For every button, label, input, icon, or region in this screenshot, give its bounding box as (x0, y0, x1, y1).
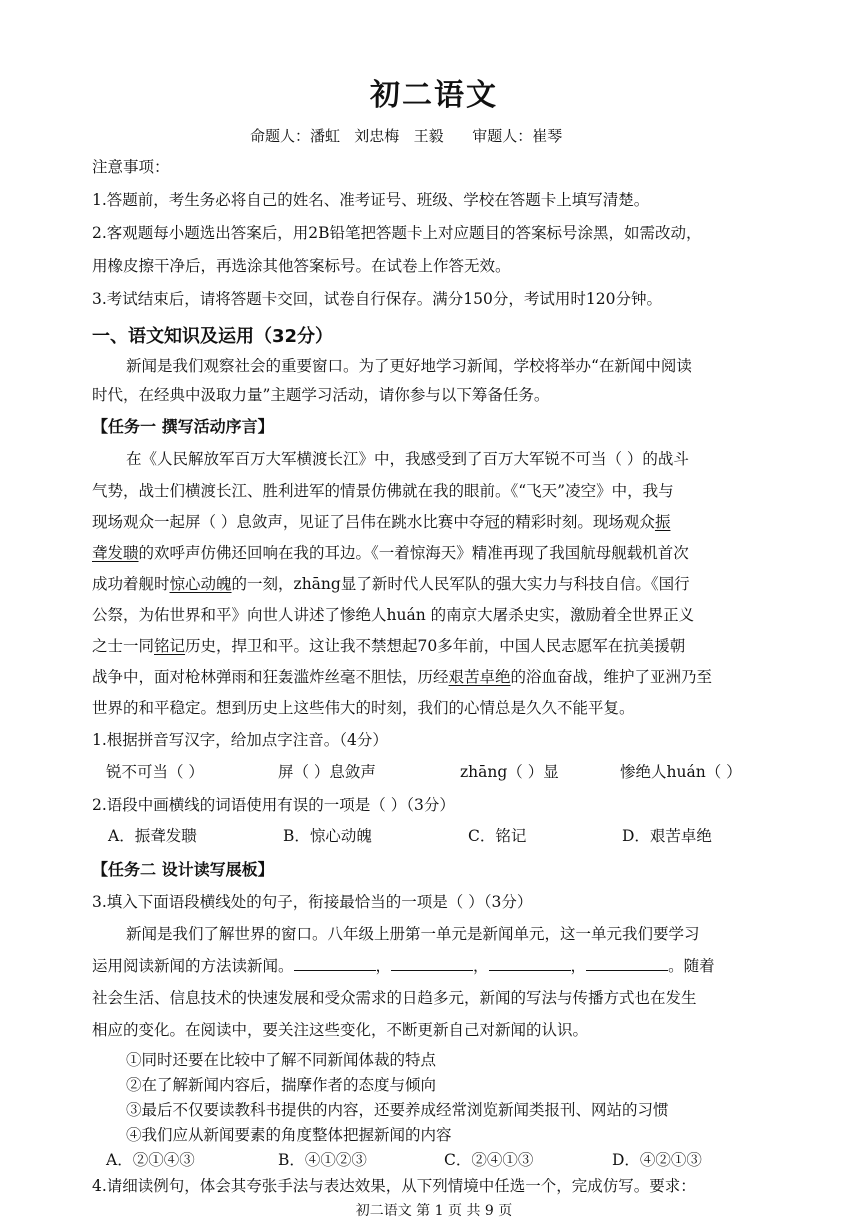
passage-line-4 (92, 541, 689, 563)
q3-option-a: A．②①④③ (106, 1151, 195, 1169)
q3-passage-line-3: 社会生活、信息技术的快速发展和受众需求的日趋多元，新闻的写法与传播方式也在发生 (92, 989, 697, 1007)
notice-heading: 注意事项： (92, 158, 170, 176)
q3-sentence-3: ③最后不仅要读教科书提供的内容，还要养成经常浏览新闻类报刊、网站的习惯 (126, 1101, 669, 1119)
passage-line-5-text: 成功着舰时 (92, 575, 170, 593)
q2-option-b: B．惊心动魄 (283, 827, 372, 845)
task-two-heading: 【任务二 设计读写展板】 (92, 860, 274, 879)
q1-item-4: 惨绝人huán（ ） (620, 763, 742, 781)
passage-line-8 (92, 665, 712, 687)
passage-line-6: 公祭，为佑世界和平》向世人讲述了惨绝人huán 的南京大屠杀史实，激励着全世界正义 (92, 606, 695, 624)
passage-line-7 (92, 634, 685, 656)
passage-line-5-text-b: 的一刻，zhāng显了新时代人民军队的强大实力与科技自信。《国行 (231, 575, 690, 593)
q3-passage-text: 运用阅读新闻的方法读新闻。 (92, 957, 294, 975)
section-heading: 一、语文知识及运用（32分） (92, 326, 334, 347)
q3-option-c: C．②④①③ (444, 1151, 534, 1169)
q1-item-3: zhāng（ ）显 (460, 763, 559, 781)
notice-item-3: 3.考试结束后，请将答题卡交回，试卷自行保存。满分150分，考试用时120分钟。 (92, 290, 662, 308)
question-2: 2.语段中画横线的词语使用有误的一项是（ ）（3分） (92, 796, 455, 814)
answer-blank (294, 958, 376, 971)
passage-line-3-text: 现场观众一起屏（ ）息敛声，见证了吕伟在跳水比赛中夺冠的精彩时刻。现场观众 (92, 513, 655, 531)
task-one-heading: 【任务一 撰写活动序言】 (92, 417, 274, 436)
q2-option-d: D．艰苦卓绝 (622, 827, 712, 845)
underlined-word: 艰苦卓绝 (448, 668, 511, 686)
notice-item-2a: 2.客观题每小题选出答案后，用2B铅笔把答题卡上对应题目的答案标号涂黑，如需改动， (92, 224, 702, 242)
q2-option-a: A．振聋发聩 (108, 827, 197, 845)
answer-blank (586, 958, 668, 971)
passage-line-8-text-b: 的浴血奋战，维护了亚洲乃至 (510, 668, 713, 686)
comma: ， (473, 957, 489, 975)
comma: ， (570, 957, 587, 975)
question-4: 4.请细读例句，体会其夸张手法与表达效果，从下列情境中任选一个，完成仿写。要求： (92, 1177, 696, 1195)
q3-passage-line-1: 新闻是我们了解世界的窗口。八年级上册第一单元是新闻单元，这一单元我们要学习 (126, 925, 700, 943)
notice-item-1: 1.答题前，考生务必将自己的姓名、准考证号、班级、学校在答题卡上填写清楚。 (92, 191, 650, 209)
q3-passage-end: 。随着 (668, 957, 715, 975)
q1-item-1: 锐不可当（ ） (106, 763, 204, 781)
q1-item-2: 屏（ ）息敛声 (278, 763, 376, 781)
q3-passage-line-2 (92, 954, 715, 976)
answer-blank (391, 958, 473, 971)
intro-line-2: 时代，在经典中汲取力量”主题学习活动，请你参与以下筹备任务。 (92, 386, 550, 404)
page-footer: 初二语文 第 1 页 共 9 页 (355, 1203, 513, 1219)
passage-line-7-text: 之士一同 (92, 637, 155, 655)
passage-line-4-text: 的欢呼声仿佛还回响在我的耳边。《一着惊海天》精准再现了我国航母舰载机首次 (138, 544, 689, 562)
q3-sentence-4: ④我们应从新闻要素的角度整体把握新闻的内容 (126, 1126, 452, 1144)
underlined-word: 铭记 (154, 637, 186, 655)
q3-sentence-1: ①同时还要在比较中了解不同新闻体裁的特点 (126, 1051, 437, 1069)
underlined-word: 聋发聩 (92, 544, 139, 562)
underlined-word: 振 (654, 513, 671, 531)
passage-line-1: 在《人民解放军百万大军横渡长江》中，我感受到了百万大军锐不可当（ ）的战斗 (126, 450, 689, 468)
q3-sentence-2: ②在了解新闻内容后，揣摩作者的态度与倾向 (126, 1076, 437, 1094)
passage-line-7-text-b: 历史，捍卫和平。这让我不禁想起70多年前，中国人民志愿军在抗美援朝 (185, 637, 686, 655)
passage-line-3 (92, 510, 670, 532)
q3-option-d: D．④②①③ (612, 1151, 702, 1169)
authors-line: 命题人：潘虹 刘忠梅 王毅 审题人：崔琴 (250, 127, 563, 145)
notice-item-2b: 用橡皮擦干净后，再选涂其他答案标号。在试卷上作答无效。 (92, 257, 511, 275)
passage-line-9: 世界的和平稳定。想到历史上这些伟大的时刻，我们的心情总是久久不能平复。 (92, 699, 635, 717)
passage-line-5 (92, 572, 690, 594)
passage-line-8-text: 战争中，面对枪林弹雨和狂轰滥炸丝毫不胆怯，历经 (92, 668, 449, 686)
answer-blank (489, 958, 571, 971)
q3-passage-line-4: 相应的变化。在阅读中，要关注这些变化，不断更新自己对新闻的认识。 (92, 1021, 589, 1039)
page-title: 初二语文 (370, 78, 498, 113)
q2-option-c: C．铭记 (468, 827, 527, 845)
underlined-word: 惊心动魄 (169, 575, 232, 593)
q3-option-b: B．④①②③ (278, 1151, 367, 1169)
passage-line-2: 气势，战士们横渡长江、胜利进军的情景仿佛就在我的眼前。《“飞天”凌空》中，我与 (92, 482, 674, 500)
question-1: 1.根据拼音写汉字，给加点字注音。（4分） (92, 731, 388, 749)
intro-line-1: 新闻是我们观察社会的重要窗口。为了更好地学习新闻，学校将举办“在新闻中阅读 (126, 357, 692, 375)
question-3: 3.填入下面语段横线处的句子，衔接最恰当的一项是（ ）（3分） (92, 893, 533, 911)
comma: ， (375, 957, 392, 975)
